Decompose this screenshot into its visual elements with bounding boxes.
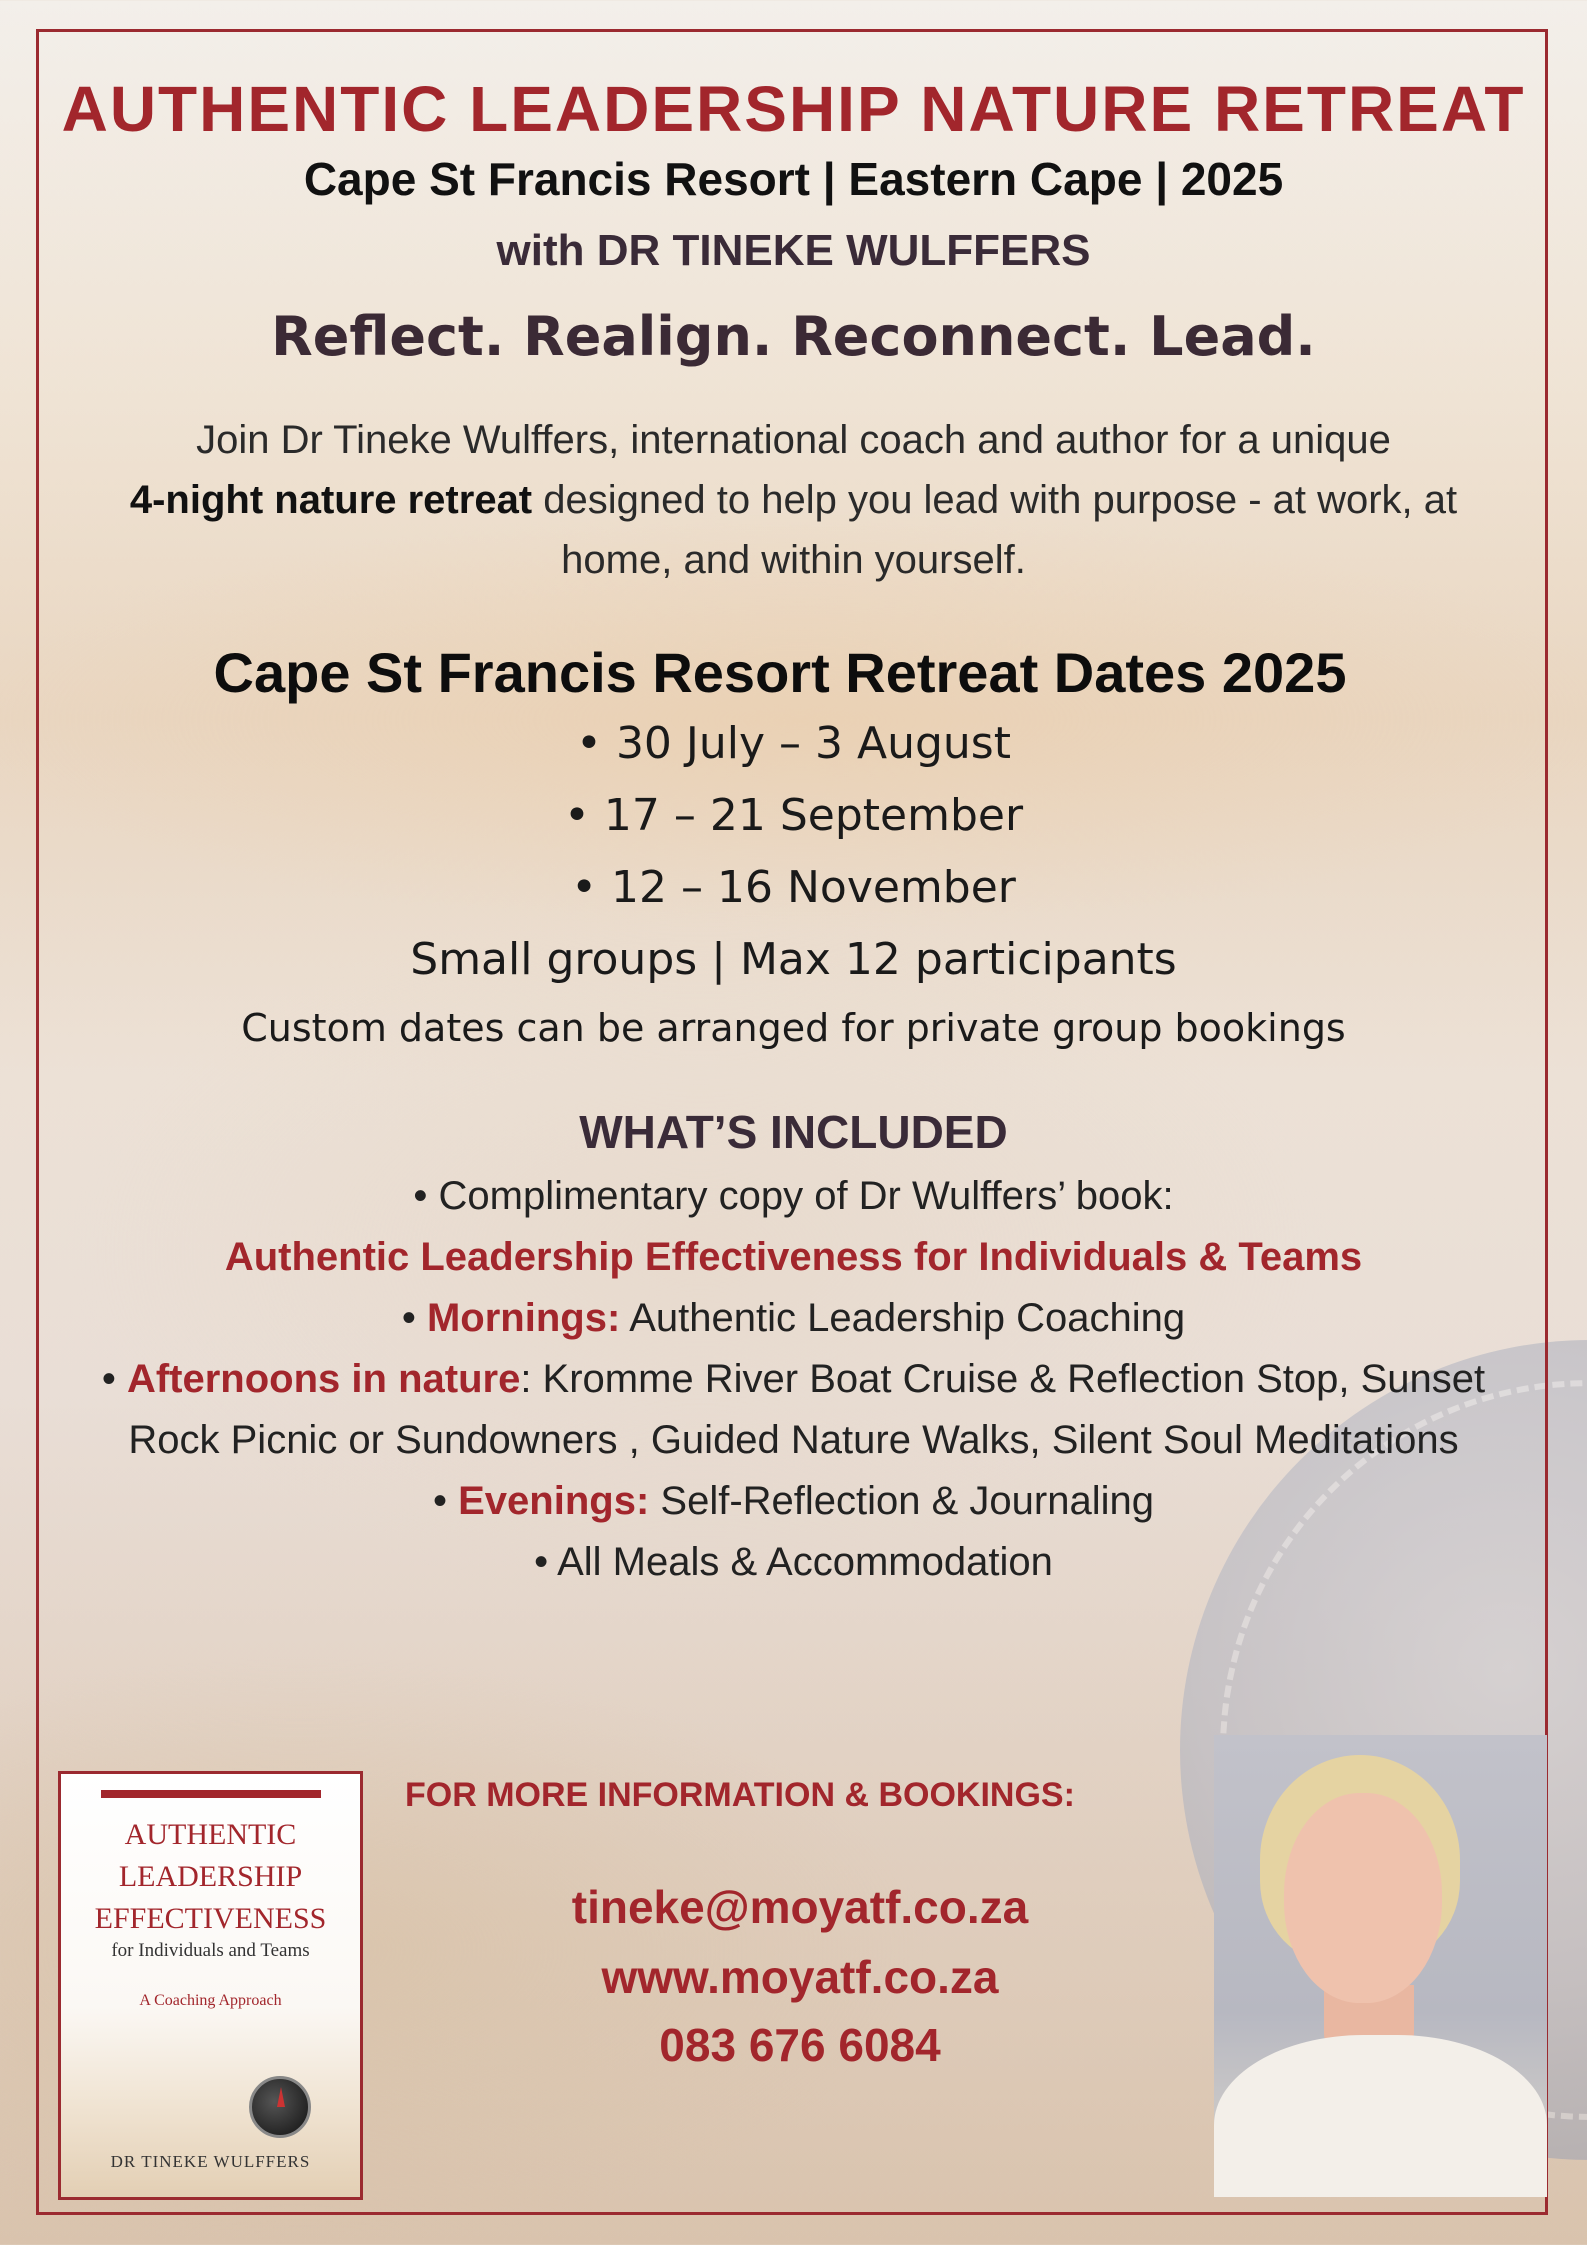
included-afternoons (70, 1349, 1517, 1471)
included-mornings (70, 1288, 1517, 1349)
date-item: • 17 – 21 September (563, 790, 1024, 841)
intro-text-2: designed to help you lead with purpose - at work, at home, and within yourself. (532, 478, 1458, 582)
contact-phone[interactable]: 083 676 6084 (659, 2019, 941, 2071)
group-size: Small groups | Max 12 participants (410, 934, 1177, 985)
evenings-label: Evenings: (458, 1479, 650, 1523)
included-evenings (70, 1471, 1517, 1532)
intro-bold: 4-night nature retreat (129, 478, 533, 522)
intro-paragraph (80, 410, 1507, 590)
contact-heading: FOR MORE INFORMATION & BOOKINGS: (405, 1776, 1075, 1814)
included-book-line: • Complimentary copy of Dr Wulffers’ book: (413, 1174, 1174, 1218)
afternoons-label: Afternoons in nature (126, 1357, 521, 1401)
book-cover-author: DR TINEKE WULFFERS (110, 2152, 311, 2171)
bullet: • (401, 1296, 427, 1340)
tagline: Reflect. Realign. Reconnect. Lead. (271, 305, 1316, 368)
bullet: • (433, 1479, 459, 1523)
date-item: • 30 July – 3 August (576, 718, 1011, 769)
book-cover-title-line: LEADERSHIP (118, 1860, 303, 1893)
bullet: • (101, 1357, 127, 1401)
included-heading: WHAT’S INCLUDED (579, 1106, 1008, 1158)
book-cover-title-line: EFFECTIVENESS (94, 1902, 327, 1935)
included-list (70, 1166, 1517, 1593)
portrait-face (1284, 1793, 1442, 2003)
book-cover-bar (101, 1790, 321, 1798)
book-cover-image (58, 1771, 363, 2200)
date-item: • 12 – 16 November (571, 862, 1016, 913)
book-cover-title (61, 1814, 360, 1940)
book-cover-subtitle: for Individuals and Teams (111, 1940, 310, 1961)
included-book-title: Authentic Leadership Effectiveness for Individuals & Teams (224, 1235, 1363, 1279)
dates-heading: Cape St Francis Resort Retreat Dates 2025 (213, 641, 1347, 704)
book-cover-title-line: AUTHENTIC (124, 1818, 297, 1851)
mornings-text: Authentic Leadership Coaching (620, 1296, 1186, 1340)
host-line: with DR TINEKE WULFFERS (496, 226, 1091, 275)
contact-email[interactable]: tineke@moyatf.co.za (571, 1881, 1029, 1933)
mornings-label: Mornings: (426, 1296, 621, 1340)
location-subtitle: Cape St Francis Resort | Eastern Cape | 2025 (303, 153, 1284, 205)
portrait-jacket (1214, 2035, 1547, 2197)
retreat-title: AUTHENTIC LEADERSHIP NATURE RETREAT (61, 73, 1526, 145)
afternoons-text: : Kromme River Boat Cruise & Reflection Stop, Sunset Rock Picnic or Sundowners , Guided Nature Walks, Silent Soul Meditations (128, 1357, 1486, 1462)
intro-text-1: Join Dr Tineke Wulffers, international coach and author for a unique (196, 418, 1391, 462)
contact-website[interactable]: www.moyatf.co.za (601, 1951, 999, 2003)
custom-dates-note: Custom dates can be arranged for private group bookings (241, 1006, 1346, 1050)
evenings-text: Self-Reflection & Journaling (649, 1479, 1154, 1523)
author-portrait (1214, 1735, 1547, 2197)
included-meals: • All Meals & Accommodation (534, 1540, 1053, 1584)
compass-icon (249, 2076, 311, 2138)
book-cover-approach: A Coaching Approach (139, 1992, 282, 2009)
